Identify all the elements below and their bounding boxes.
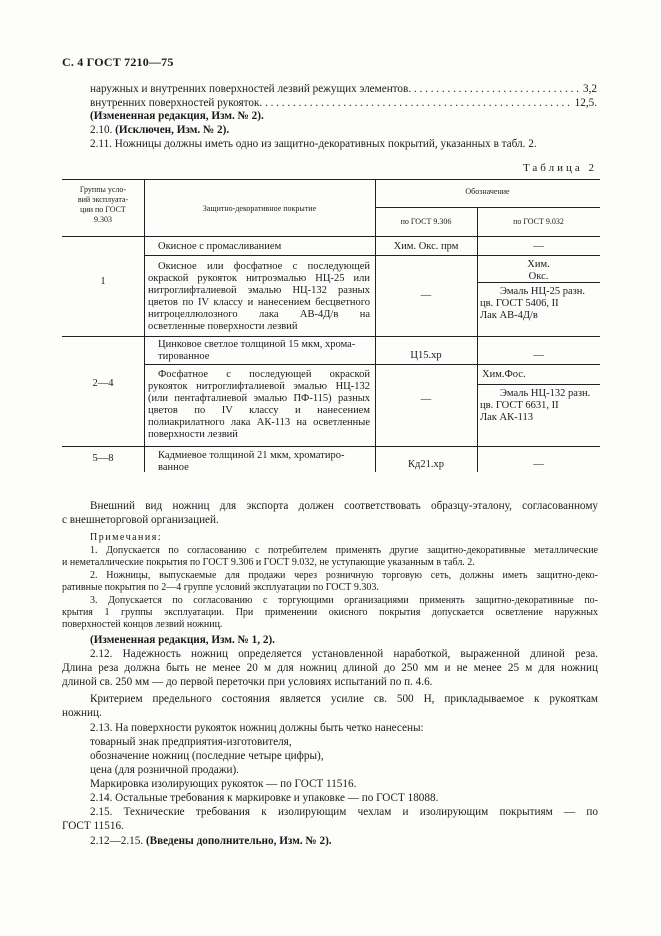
gost-9032-cell: Хим. Окс.	[527, 259, 550, 282]
gost-9032-cell: —	[533, 350, 544, 361]
page-header: С. 4 ГОСТ 7210—75	[62, 55, 174, 69]
gost-9032-cell: Эмаль НЦ-25 разн. цв. ГОСТ 5406, II Лак АВ-4Д/в	[480, 286, 585, 321]
edit-note: (Измененная редакция, Изм. № 2).	[90, 110, 264, 122]
clause-2-11: 2.11. Ножницы должны иметь одно из защитно-декоративных покрытий, указанных в табл. 2.	[90, 138, 537, 150]
note-line: 2. Ножницы, выпускаемые для продажи через розничную торговую сеть, должны иметь защитно-деко-	[90, 570, 598, 581]
criterion-line: ножниц.	[62, 707, 102, 719]
note-line: 1. Допускается по согласованию с потребителем применять другие защитно-декоративные металлические	[90, 545, 598, 556]
clause-2-12-line: Длина реза должна быть не менее 20 м для ножниц длиной до 250 мм и не менее 25 м для ножниц	[62, 662, 598, 674]
header-coating: Защитно-декоративное покрытие	[202, 204, 317, 213]
export-paragraph-line: с внешнеторговой организацией.	[62, 514, 219, 526]
gost-9306-cell: Хим. Окс. прм	[393, 241, 459, 252]
header-gost-9306: по ГОСТ 9.306	[400, 217, 452, 226]
clause-2-12-line: 2.12. Надежность ножниц определяется установленной наработкой, выраженной длиной реза.	[90, 648, 598, 660]
gost-9032-cell: —	[533, 459, 544, 470]
group-cell: 1	[100, 276, 106, 287]
gost-9306-cell: —	[420, 394, 432, 405]
note-line: ративные покрытия по 2—4 группе условий эксплуатации по ГОСТ 9.303.	[62, 582, 379, 593]
insulated-marking: Маркировка изолирующих рукояток — по ГОСТ 11516.	[90, 778, 357, 790]
header-gost-9032: по ГОСТ 9.032	[513, 217, 564, 226]
gost-9032-cell: Эмаль НЦ-132 разн. цв. ГОСТ 6631, II Лак АК-113	[480, 388, 591, 423]
marking-item: товарный знак предприятия-изготовителя,	[90, 736, 292, 748]
clause-2-15-line: ГОСТ 11516.	[62, 820, 124, 832]
gost-9306-cell: —	[420, 290, 432, 301]
gost-9306-cell: Ц15.хр	[410, 350, 442, 361]
group-cell: 5—8	[92, 453, 114, 464]
coatings-table	[62, 179, 600, 472]
gost-9032-cell: —	[533, 241, 544, 252]
coating-cell: Цинковое светлое толщиной 15 мкм, хрома- тированное	[158, 339, 356, 362]
clause-2-10: 2.10. (Исключен, Изм. № 2).	[90, 124, 230, 136]
clause-2-13: 2.13. На поверхности рукояток ножниц должны быть четко нанесены:	[90, 722, 424, 734]
edit-note: (Измененная редакция, Изм. № 1, 2).	[90, 634, 275, 646]
final-note: 2.12—2.15. (Введены дополнительно, Изм. № 2).	[90, 835, 332, 847]
coating-cell: Окисное или фосфатное с последующей окраской рукояток нитроэмалью НЦ-25 или нитроглифталиевой эмалью НЦ-132 разных цветов по IV классу и нанесением бесцветного нитроцеллюлозного лака АВ-4Д/в на осветленные поверхности лезвий	[148, 261, 370, 332]
coating-cell: Кадмиевое толщиной 21 мкм, хроматиро- ванное	[158, 450, 345, 473]
gost-9306-cell: Кд21.хр	[408, 459, 444, 470]
clause-2-12-line: длиной св. 250 мм — до первой переточки при условиях испытаний по п. 4.6.	[62, 676, 433, 688]
notes-title: Примечания:	[90, 532, 163, 543]
export-paragraph-line: Внешний вид ножниц для экспорта должен соответствовать образцу-эталону, согласованному	[90, 500, 598, 512]
header-conditions-group: Группы усло- вий эксплуата- ции по ГОСТ 9.303	[77, 185, 129, 224]
group-cell: 2—4	[92, 378, 114, 389]
coating-cell: Окисное с промасливанием	[158, 241, 282, 252]
criterion-line: Критерием предельного состояния является усилие св. 500 Н, прикладываемое к рукояткам	[90, 693, 598, 705]
coating-cell: Фосфатное с последующей окраской рукояток нитроглифталиевой эмалью НЦ-132 (или пентафталиевой эмалью ПФ-115) разных цветов по IV классу и нанесением полиакрилатного лака АК-113 на осветленные поверхности лезвий	[148, 369, 370, 440]
table-caption: Таблица 2	[522, 162, 597, 174]
marking-item: обозначение ножниц (последние четыре цифры),	[90, 750, 324, 762]
marking-item: цена (для розничной продажи).	[90, 764, 239, 776]
note-line: поверхностей концов лезвий ножниц.	[62, 619, 223, 630]
gost-9032-cell: Хим.Фос.	[482, 369, 526, 380]
roughness-line-handles: внутренних поверхностей рукояток . . . 12,5.	[90, 97, 597, 110]
note-line: и неметаллические покрытия по ГОСТ 9.306 и ГОСТ 9.032, не уступающие указанным в табл. 2.	[62, 557, 475, 568]
clause-2-14: 2.14. Остальные требования к маркировке и упаковке — по ГОСТ 18088.	[90, 792, 439, 804]
note-line: крытия 1 группы эксплуатации. При применении окисного покрытия допускается осветление наружных	[62, 607, 598, 618]
roughness-line-blades: наружных и внутренних поверхностей лезвий режущих элементов . . . 3,2	[90, 83, 597, 96]
note-line: 3. Допускается по согласованию с торгующими организациями применять защитно-декоративные по-	[90, 595, 598, 606]
header-designation: Обозначение	[465, 187, 510, 196]
clause-2-15-line: 2.15. Технические требования к изолирующим чехлам и изолирующим покрытиям — по	[90, 806, 598, 818]
